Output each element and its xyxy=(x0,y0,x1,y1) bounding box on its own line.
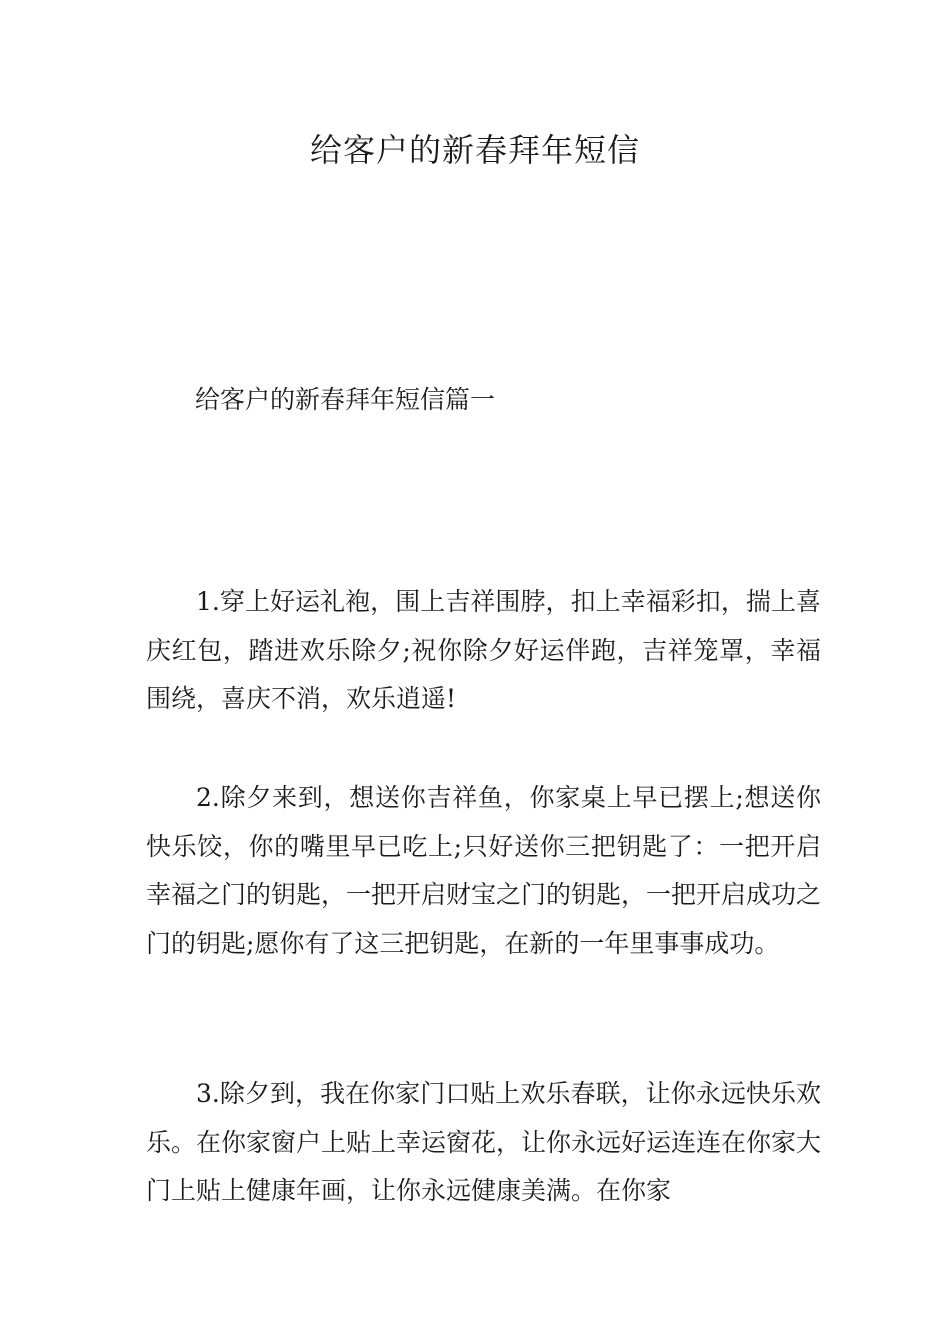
document-title: 给客户的新春拜年短信 xyxy=(309,131,640,169)
paragraph-2: 2.除夕来到，想送你吉祥鱼，你家桌上早已摆上;想送你快乐饺，你的嘴里早已吃上;只好送你三把钥匙了：一把开启幸福之门的钥匙，一把开启财宝之门的钥匙，一把开启成功之门的钥匙;愿你有了这三把钥匙，在新的一年里事事成功。 xyxy=(146,783,822,958)
paragraph-3: 3.除夕到，我在你家门口贴上欢乐春联，让你永远快乐欢乐。在你家窗户上贴上幸运窗花，让你永远好运连连在你家大门上贴上健康年画，让你永远健康美满。在你家 xyxy=(146,1079,822,1205)
paragraph-1: 1.穿上好运礼袍，围上吉祥围脖，扣上幸福彩扣，揣上喜庆红包，踏进欢乐除夕;祝你除夕好运伴跑，吉祥笼罩，幸福围绕，喜庆不消，欢乐逍遥! xyxy=(146,587,821,713)
section-heading: 给客户的新春拜年短信篇一 xyxy=(195,385,496,414)
